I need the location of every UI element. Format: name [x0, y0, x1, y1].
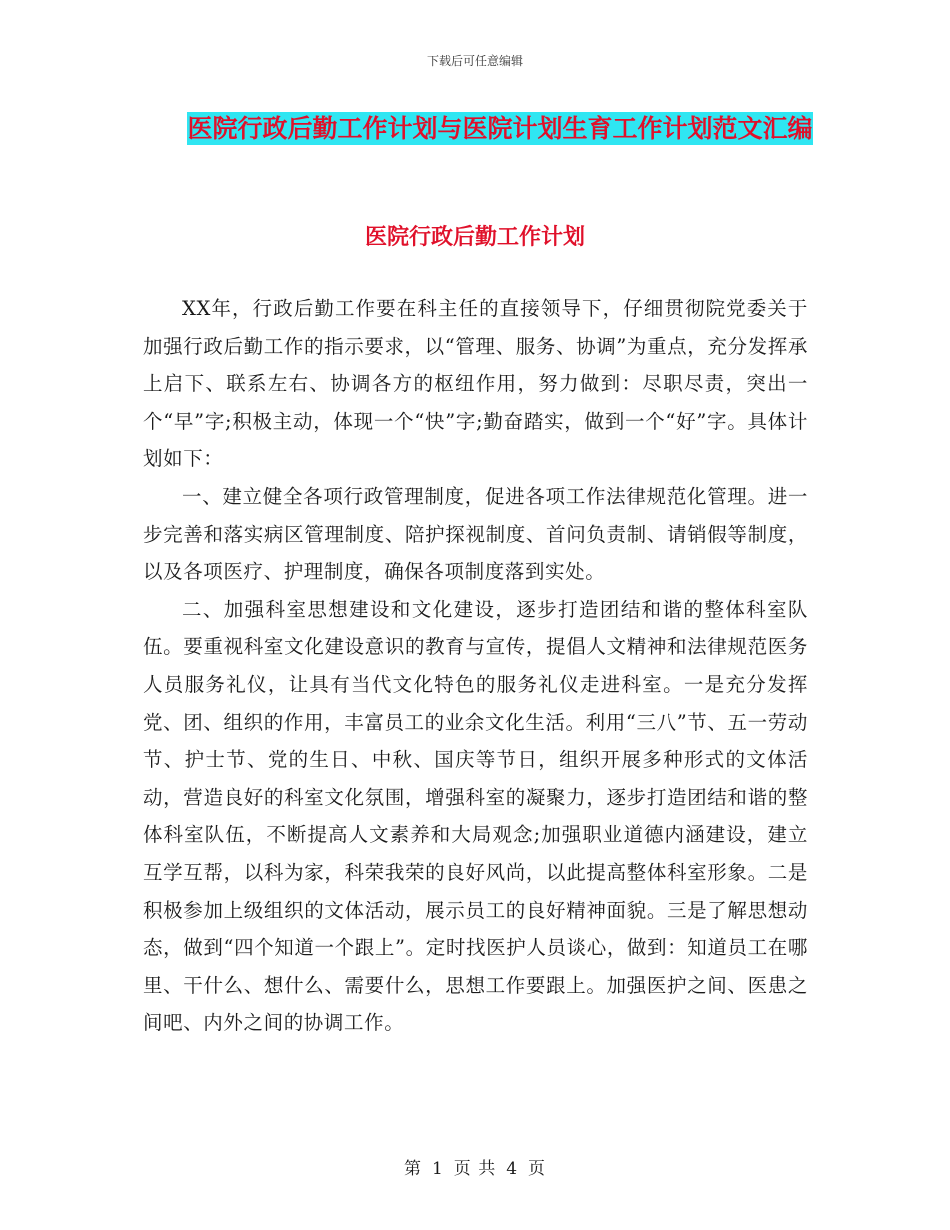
page-number: 1 [431, 1159, 444, 1179]
document-title [150, 106, 850, 152]
paragraph-intro: XX年，行政后勤工作要在科主任的直接领导下，仔细贯彻院党委关于加强行政后勤工作的指示要求，以“管理、服务、协调”为重点，充分发挥承上启下、联系左右、协调各方的枢纽作用，努力做到：尽职尽责，突出一个“早”字;积极主动，体现一个“快”字;勤奋踏实，做到一个“好”字。具体计划如下： [143, 297, 808, 471]
header-note: 下载后可任意编辑 [426, 54, 523, 68]
footer-suffix: 页 [528, 1159, 547, 1179]
document-body [143, 290, 808, 1042]
section-title: 医院行政后勤工作计划 [364, 224, 585, 250]
footer-prefix: 第 [403, 1159, 422, 1179]
page-footer [0, 1154, 950, 1179]
document-title-text: 医院行政后勤工作计划与医院计划生育工作计划范文汇编 [187, 114, 813, 143]
paragraph-item-1: 一、建立健全各项行政管理制度，促进各项工作法律规范化管理。进一步完善和落实病区管理制度、陪护探视制度、首问负责制、请销假等制度，以及各项医疗、护理制度，确保各项制度落到实处。 [143, 484, 808, 584]
footer-middle: 页 共 [453, 1159, 497, 1179]
paragraph-item-2: 二、加强科室思想建设和文化建设，逐步打造团结和谐的整体科室队伍。要重视科室文化建设意识的教育与宣传，提倡人文精神和法律规范医务人员服务礼仪，让具有当代文化特色的服务礼仪走进科室。一是充分发挥党、团、组织的作用，丰富员工的业余文化生活。利用“三八”节、五一劳动节、护士节、党的生日、中秋、国庆等节日，组织开展多种形式的文体活动，营造良好的科室文化氛围，增强科室的凝聚力，逐步打造团结和谐的整体科室队伍，不断提高人文素养和大局观念;加强职业道德内涵建设，建立互学互帮，以科为家，科荣我荣的良好风尚，以此提高整体科室形象。二是积极参加上级组织的文体活动，展示员工的良好精神面貌。三是了解思想动态，做到“四个知道一个跟上”。定时找医护人员谈心，做到：知道员工在哪里、干什么、想什么、需要什么，思想工作要跟上。加强医护之间、医患之间吧、内外之间的协调工作。 [143, 597, 808, 1035]
page-total: 4 [506, 1159, 519, 1179]
